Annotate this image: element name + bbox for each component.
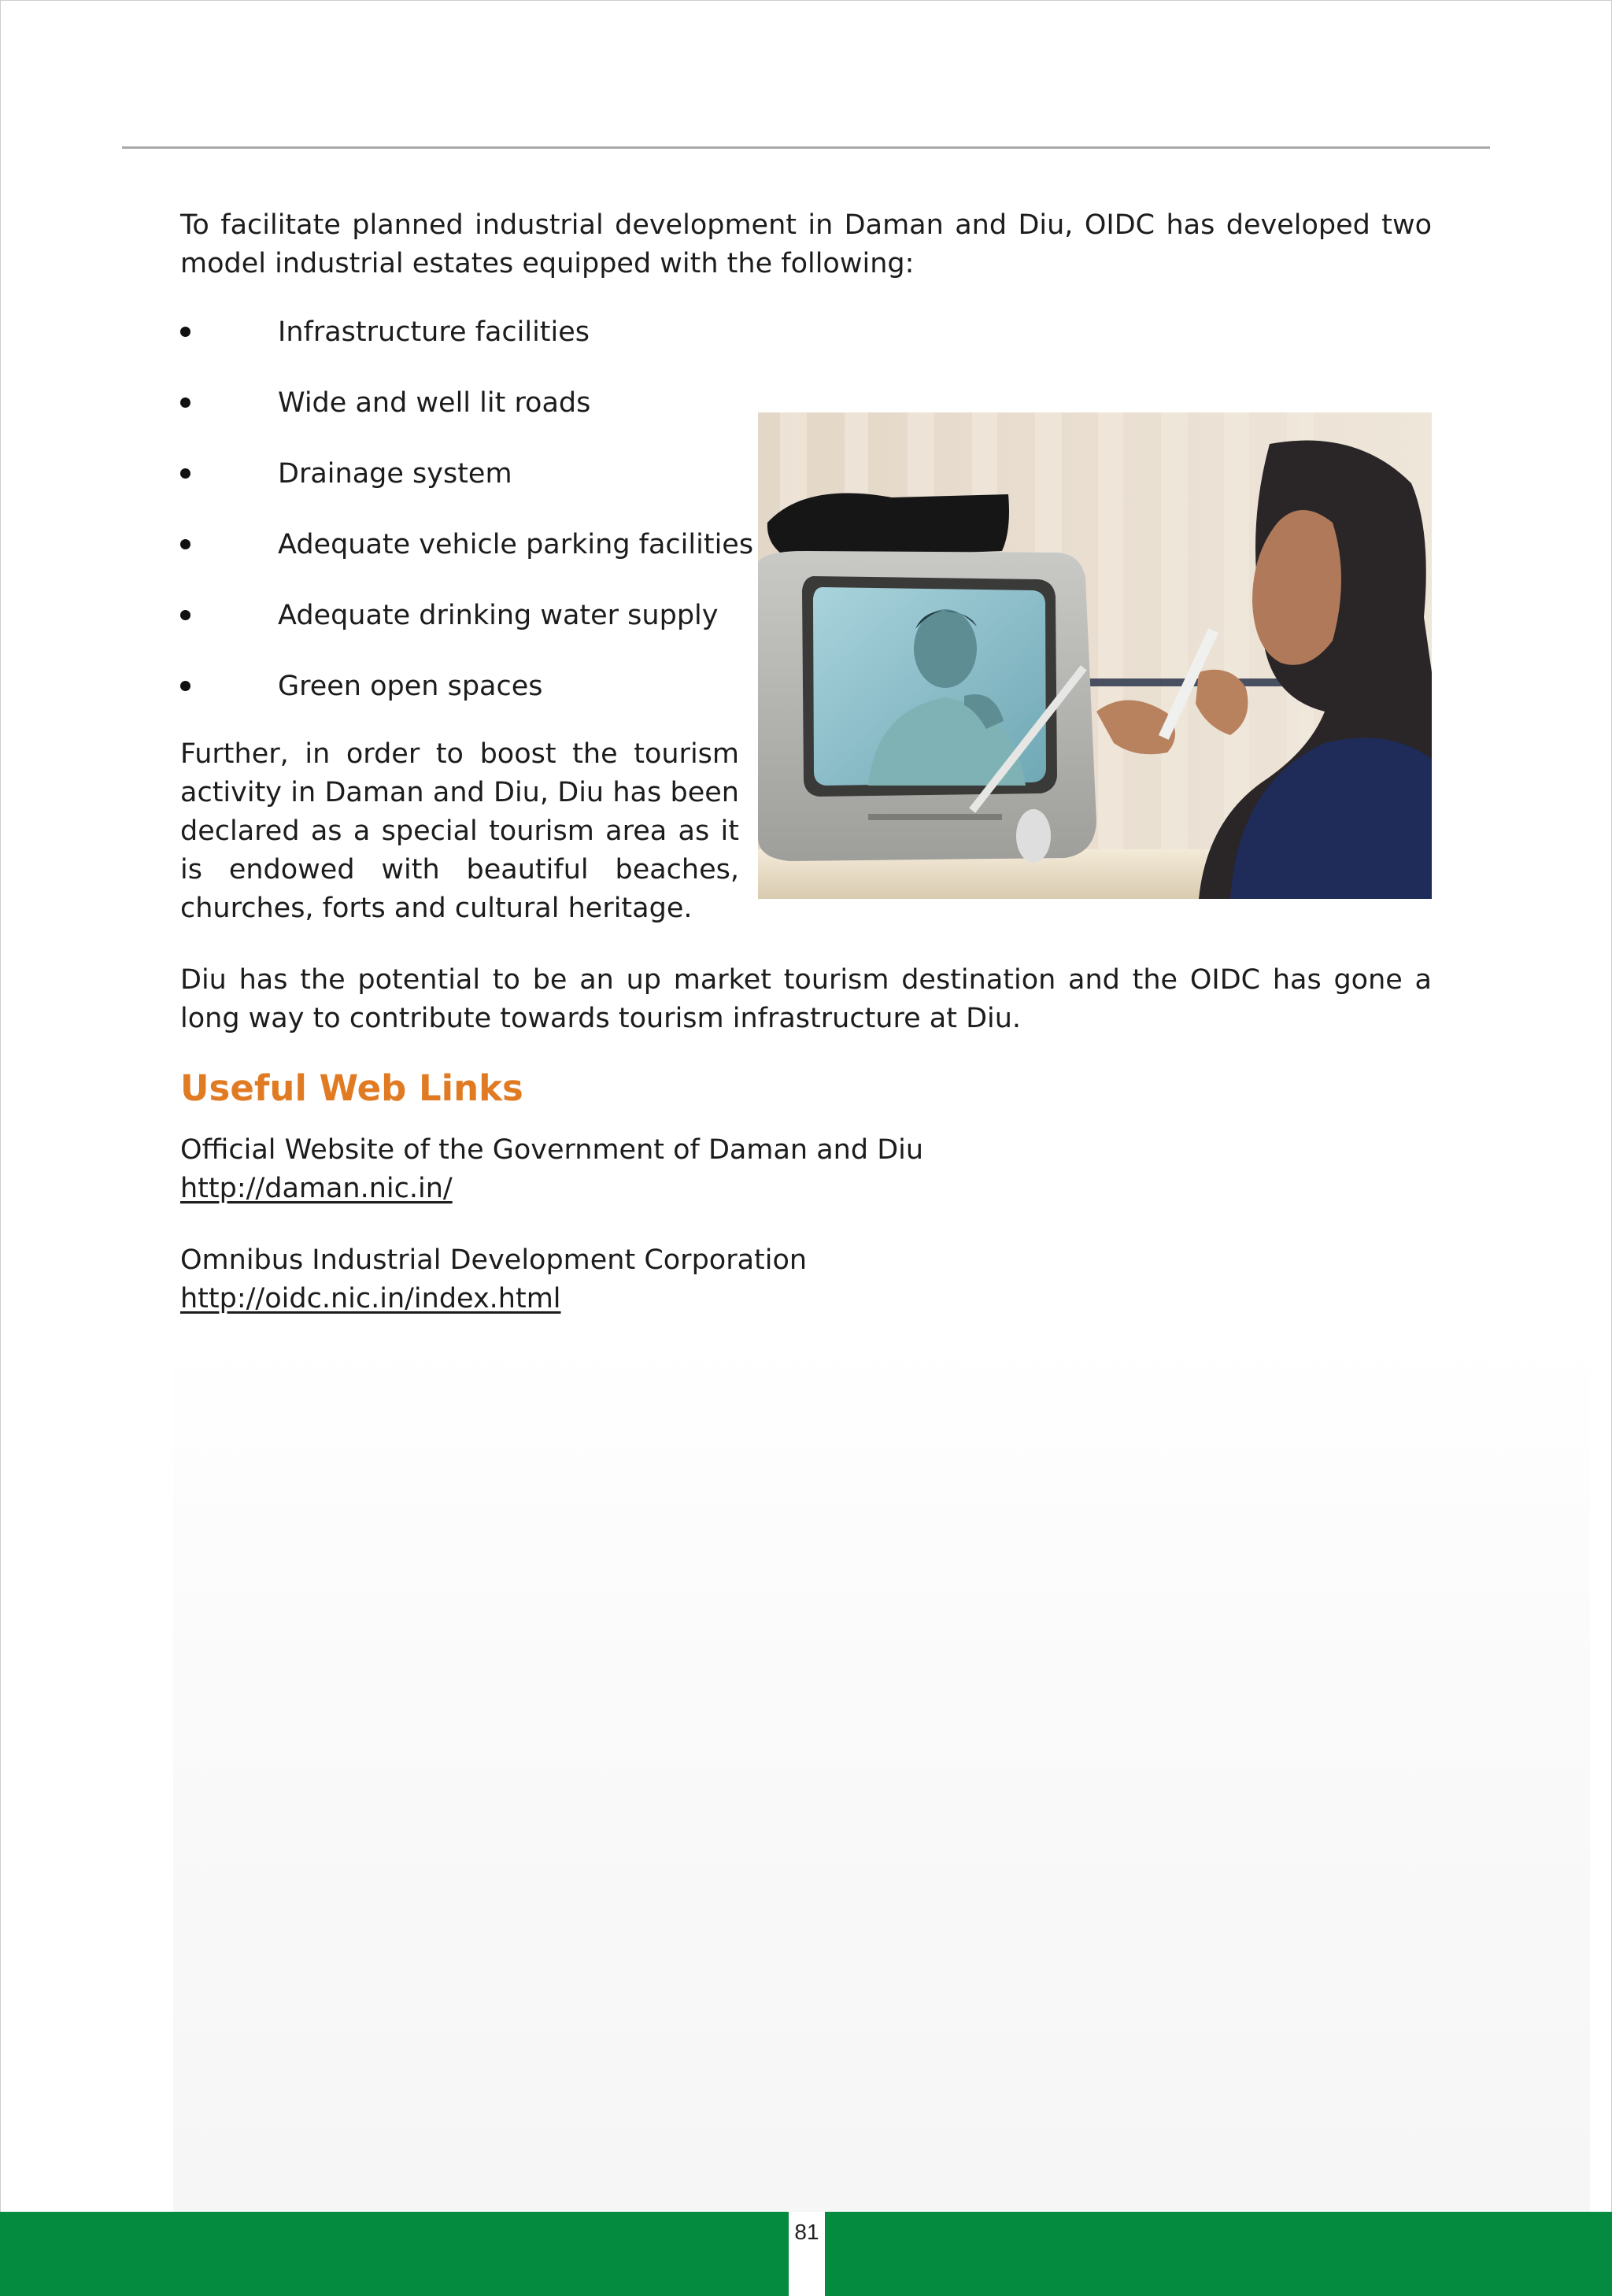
government-website-link[interactable]: http://daman.nic.in/ — [180, 1173, 453, 1204]
useful-web-links-heading: Useful Web Links — [180, 1067, 523, 1109]
feature-item — [180, 313, 1432, 352]
intro-paragraph: To facilitate planned industrial development in Daman and Diu, OIDC has developed two model industrial estates equipped with the following: — [180, 209, 1432, 279]
link-block-oidc — [180, 1241, 1432, 1318]
potential-paragraph: Diu has the potential to be an up market tourism destination and the OIDC has gone a long way to contribute towards tourism infrastructure at Diu. — [180, 964, 1432, 1034]
link-block-government — [180, 1131, 1432, 1208]
photo-illustration — [758, 412, 1432, 899]
tourism-paragraph: Further, in order to boost the tourism activity in Daman and Diu, Diu has been declared as a special tourism area as it is endowed with beautiful beaches, churches, forts and cultural heritage. — [180, 738, 739, 924]
videoconference-photo — [758, 412, 1432, 899]
feature-label: Drainage system — [278, 458, 512, 490]
feature-label: Green open spaces — [278, 671, 543, 702]
bullet-icon — [180, 539, 190, 549]
link-label-oidc: Omnibus Industrial Development Corporation — [180, 1244, 808, 1276]
feature-label: Adequate vehicle parking facilities — [278, 529, 754, 560]
page-number: 81 — [794, 2220, 819, 2244]
background-panel — [173, 1338, 1590, 2212]
bullet-icon — [180, 681, 190, 691]
oidc-website-link[interactable]: http://oidc.nic.in/index.html — [180, 1283, 561, 1314]
link-label-government: Official Website of the Government of Daman and Diu — [180, 1134, 924, 1166]
feature-label: Wide and well lit roads — [278, 387, 591, 419]
feature-label: Adequate drinking water supply — [278, 600, 719, 631]
bullet-icon — [180, 397, 190, 408]
bullet-icon — [180, 327, 190, 337]
feature-label: Infrastructure facilities — [278, 316, 590, 348]
header-rule — [122, 146, 1490, 149]
bullet-icon — [180, 468, 190, 479]
bullet-icon — [180, 610, 190, 620]
